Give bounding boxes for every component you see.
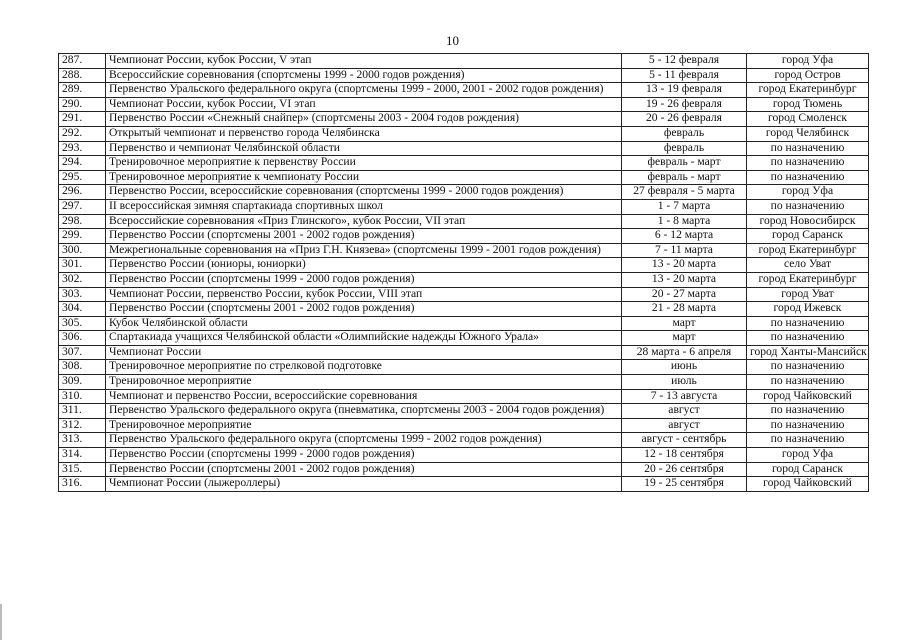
table-row bbox=[59, 331, 869, 346]
event-name: Первенство Уральского федерального округа (пневматика, спортсмены 2003 - 2004 годов рождения) bbox=[106, 404, 622, 419]
event-name: Первенство России (спортсмены 2001 - 2002 годов рождения) bbox=[106, 229, 622, 244]
event-location: город Чайковский bbox=[747, 389, 869, 404]
event-dates: 27 февраля - 5 марта bbox=[622, 185, 747, 200]
event-dates: 20 - 27 марта bbox=[622, 287, 747, 302]
event-location: село Уват bbox=[747, 258, 869, 273]
table-row bbox=[59, 360, 869, 375]
table-row bbox=[59, 345, 869, 360]
table-row bbox=[59, 272, 869, 287]
table-row bbox=[59, 126, 869, 141]
event-location: город Уват bbox=[747, 287, 869, 302]
event-location: город Ханты-Мансийск bbox=[747, 345, 869, 360]
row-number: 295. bbox=[59, 170, 106, 185]
row-number: 309. bbox=[59, 375, 106, 390]
event-location: по назначению bbox=[747, 170, 869, 185]
event-location: город Чайковский bbox=[747, 477, 869, 492]
event-name: II всероссийская зимняя спартакиада спортивных школ bbox=[106, 199, 622, 214]
event-dates: июль bbox=[622, 375, 747, 390]
event-dates: 7 - 13 августа bbox=[622, 389, 747, 404]
event-name: Межрегиональные соревнования на «Приз Г.Н. Князева» (спортсмены 1999 - 2001 годов рождения) bbox=[106, 243, 622, 258]
event-location: город Саранск bbox=[747, 229, 869, 244]
event-location: по назначению bbox=[747, 199, 869, 214]
table-row bbox=[59, 229, 869, 244]
event-name: Чемпионат России, первенство России, кубок России, VIII этап bbox=[106, 287, 622, 302]
event-name: Чемпионат России bbox=[106, 345, 622, 360]
events-table bbox=[58, 53, 869, 492]
event-dates: 19 - 25 сентября bbox=[622, 477, 747, 492]
row-number: 305. bbox=[59, 316, 106, 331]
row-number: 311. bbox=[59, 404, 106, 419]
row-number: 314. bbox=[59, 448, 106, 463]
event-name: Первенство России (спортсмены 2001 - 2002 годов рождения) bbox=[106, 302, 622, 317]
event-dates: март bbox=[622, 331, 747, 346]
event-location: по назначению bbox=[747, 404, 869, 419]
event-location: город Екатеринбург bbox=[747, 243, 869, 258]
event-dates: июнь bbox=[622, 360, 747, 375]
event-name: Всероссийские соревнования «Приз Глинского», кубок России, VII этап bbox=[106, 214, 622, 229]
event-location: город Уфа bbox=[747, 448, 869, 463]
table-row bbox=[59, 448, 869, 463]
row-number: 306. bbox=[59, 331, 106, 346]
event-name: Чемпионат России, кубок России, V этап bbox=[106, 54, 622, 69]
row-number: 291. bbox=[59, 112, 106, 127]
table-row bbox=[59, 83, 869, 98]
table-row bbox=[59, 418, 869, 433]
event-location: город Челябинск bbox=[747, 126, 869, 141]
row-number: 312. bbox=[59, 418, 106, 433]
table-row bbox=[59, 185, 869, 200]
event-name: Первенство Уральского федерального округа (спортсмены 1999 - 2002 годов рождения) bbox=[106, 433, 622, 448]
event-dates: август - сентябрь bbox=[622, 433, 747, 448]
row-number: 300. bbox=[59, 243, 106, 258]
event-dates: 5 - 12 февраля bbox=[622, 54, 747, 69]
table-row bbox=[59, 170, 869, 185]
event-name: Тренировочное мероприятие bbox=[106, 418, 622, 433]
event-location: город Смоленск bbox=[747, 112, 869, 127]
events-table-body bbox=[59, 54, 869, 492]
table-row bbox=[59, 199, 869, 214]
event-name: Чемпионат и первенство России, всероссийские соревнования bbox=[106, 389, 622, 404]
row-number: 299. bbox=[59, 229, 106, 244]
row-number: 292. bbox=[59, 126, 106, 141]
table-row bbox=[59, 462, 869, 477]
event-location: по назначению bbox=[747, 331, 869, 346]
event-name: Чемпионат России (лыжероллеры) bbox=[106, 477, 622, 492]
table-row bbox=[59, 316, 869, 331]
event-dates: 20 - 26 февраля bbox=[622, 112, 747, 127]
event-name: Тренировочное мероприятие к чемпионату России bbox=[106, 170, 622, 185]
row-number: 304. bbox=[59, 302, 106, 317]
event-location: город Остров bbox=[747, 68, 869, 83]
event-dates: 12 - 18 сентября bbox=[622, 448, 747, 463]
row-number: 298. bbox=[59, 214, 106, 229]
row-number: 288. bbox=[59, 68, 106, 83]
event-name: Первенство и чемпионат Челябинской области bbox=[106, 141, 622, 156]
event-dates: 21 - 28 марта bbox=[622, 302, 747, 317]
event-location: по назначению bbox=[747, 141, 869, 156]
event-location: город Саранск bbox=[747, 462, 869, 477]
table-row bbox=[59, 141, 869, 156]
table-row bbox=[59, 287, 869, 302]
event-location: город Екатеринбург bbox=[747, 272, 869, 287]
table-row bbox=[59, 302, 869, 317]
event-location: по назначению bbox=[747, 360, 869, 375]
event-dates: 28 марта - 6 апреля bbox=[622, 345, 747, 360]
event-location: по назначению bbox=[747, 316, 869, 331]
table-row bbox=[59, 156, 869, 171]
event-name: Первенство России, всероссийские соревнования (спортсмены 1999 - 2000 годов рождения) bbox=[106, 185, 622, 200]
table-row bbox=[59, 214, 869, 229]
table-row bbox=[59, 258, 869, 273]
table-row bbox=[59, 375, 869, 390]
event-location: по назначению bbox=[747, 156, 869, 171]
event-name: Тренировочное мероприятие по стрелковой подготовке bbox=[106, 360, 622, 375]
event-location: город Уфа bbox=[747, 54, 869, 69]
event-dates: февраль - март bbox=[622, 170, 747, 185]
table-row bbox=[59, 433, 869, 448]
event-dates: март bbox=[622, 316, 747, 331]
event-dates: 5 - 11 февраля bbox=[622, 68, 747, 83]
row-number: 297. bbox=[59, 199, 106, 214]
row-number: 290. bbox=[59, 97, 106, 112]
event-dates: август bbox=[622, 418, 747, 433]
table-row bbox=[59, 54, 869, 69]
scan-edge-mark bbox=[0, 604, 2, 640]
event-dates: февраль bbox=[622, 126, 747, 141]
row-number: 287. bbox=[59, 54, 106, 69]
row-number: 293. bbox=[59, 141, 106, 156]
row-number: 294. bbox=[59, 156, 106, 171]
table-row bbox=[59, 389, 869, 404]
row-number: 301. bbox=[59, 258, 106, 273]
event-location: по назначению bbox=[747, 375, 869, 390]
event-name: Кубок Челябинской области bbox=[106, 316, 622, 331]
event-dates: 13 - 20 марта bbox=[622, 272, 747, 287]
event-dates: 1 - 7 марта bbox=[622, 199, 747, 214]
table-row bbox=[59, 477, 869, 492]
event-name: Первенство России (юниоры, юниорки) bbox=[106, 258, 622, 273]
row-number: 307. bbox=[59, 345, 106, 360]
event-dates: 19 - 26 февраля bbox=[622, 97, 747, 112]
event-name: Всероссийские соревнования (спортсмены 1999 - 2000 годов рождения) bbox=[106, 68, 622, 83]
event-location: город Екатеринбург bbox=[747, 83, 869, 98]
event-dates: 1 - 8 марта bbox=[622, 214, 747, 229]
event-dates: август bbox=[622, 404, 747, 419]
row-number: 316. bbox=[59, 477, 106, 492]
event-name: Первенство России (спортсмены 2001 - 2002 годов рождения) bbox=[106, 462, 622, 477]
event-name: Спартакиада учащихся Челябинской области «Олимпийские надежды Южного Урала» bbox=[106, 331, 622, 346]
event-name: Тренировочное мероприятие bbox=[106, 375, 622, 390]
event-location: по назначению bbox=[747, 433, 869, 448]
event-dates: 7 - 11 марта bbox=[622, 243, 747, 258]
event-name: Тренировочное мероприятие к первенству России bbox=[106, 156, 622, 171]
event-location: по назначению bbox=[747, 418, 869, 433]
event-name: Первенство России «Снежный снайпер» (спортсмены 2003 - 2004 годов рождения) bbox=[106, 112, 622, 127]
table-row bbox=[59, 243, 869, 258]
event-dates: 6 - 12 марта bbox=[622, 229, 747, 244]
event-dates: 13 - 20 марта bbox=[622, 258, 747, 273]
event-dates: 13 - 19 февраля bbox=[622, 83, 747, 98]
row-number: 296. bbox=[59, 185, 106, 200]
event-dates: 20 - 26 сентября bbox=[622, 462, 747, 477]
event-name: Первенство Уральского федерального округа (спортсмены 1999 - 2000, 2001 - 2002 годов рождения) bbox=[106, 83, 622, 98]
table-row bbox=[59, 68, 869, 83]
row-number: 310. bbox=[59, 389, 106, 404]
event-location: город Уфа bbox=[747, 185, 869, 200]
page-number: 10 bbox=[446, 33, 459, 48]
event-name: Первенство России (спортсмены 1999 - 2000 годов рождения) bbox=[106, 272, 622, 287]
event-name: Чемпионат России, кубок России, VI этап bbox=[106, 97, 622, 112]
event-dates: февраль bbox=[622, 141, 747, 156]
table-row bbox=[59, 404, 869, 419]
row-number: 303. bbox=[59, 287, 106, 302]
row-number: 313. bbox=[59, 433, 106, 448]
event-location: город Тюмень bbox=[747, 97, 869, 112]
event-location: город Ижевск bbox=[747, 302, 869, 317]
event-name: Открытый чемпионат и первенство города Челябинска bbox=[106, 126, 622, 141]
event-dates: февраль - март bbox=[622, 156, 747, 171]
event-location: город Новосибирск bbox=[747, 214, 869, 229]
row-number: 308. bbox=[59, 360, 106, 375]
row-number: 315. bbox=[59, 462, 106, 477]
table-row bbox=[59, 112, 869, 127]
row-number: 302. bbox=[59, 272, 106, 287]
table-row bbox=[59, 97, 869, 112]
row-number: 289. bbox=[59, 83, 106, 98]
event-name: Первенство России (спортсмены 1999 - 2000 годов рождения) bbox=[106, 448, 622, 463]
